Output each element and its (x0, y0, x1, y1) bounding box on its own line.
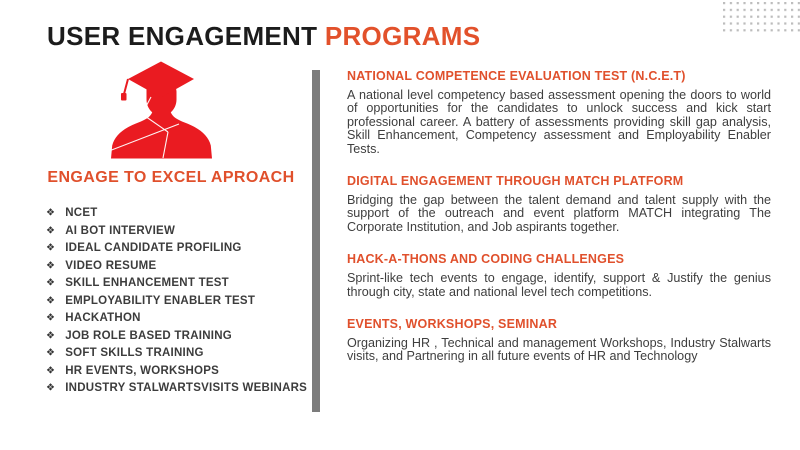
section-events (347, 317, 771, 364)
column-divider (312, 70, 320, 412)
dots-pattern-decoration (723, 2, 800, 35)
diamond-bullet-icon: ❖ (46, 242, 56, 254)
section-heading: DIGITAL ENGAGEMENT THROUGH MATCH PLATFORM (347, 174, 684, 189)
list-item-label: HR EVENTS, WORKSHOPS (65, 364, 220, 377)
section-ncet (347, 69, 771, 156)
diamond-bullet-icon: ❖ (46, 347, 56, 359)
list-item (46, 277, 307, 295)
list-item (46, 260, 307, 278)
list-item (46, 295, 307, 313)
diamond-bullet-icon: ❖ (46, 295, 56, 306)
list-item (46, 207, 307, 225)
diamond-bullet-icon: ❖ (46, 312, 56, 324)
list-item (46, 225, 307, 243)
list-item-label: AI BOT INTERVIEW (65, 224, 176, 237)
list-item (46, 365, 307, 383)
list-item (46, 330, 307, 348)
diamond-bullet-icon: ❖ (46, 260, 56, 271)
section-heading: NATIONAL COMPETENCE EVALUATION TEST (N.C.E.T) (347, 69, 686, 83)
list-item-label: IDEAL CANDIDATE PROFILING (65, 242, 242, 254)
list-item-label: NCET (65, 207, 98, 219)
list-item-label: SKILL ENHANCEMENT TEST (65, 277, 229, 289)
section-heading: HACK-A-THONS AND CODING CHALLENGES (347, 252, 625, 267)
list-item (46, 312, 307, 330)
title-main: USER ENGAGEMENT (47, 21, 318, 51)
diamond-bullet-icon: ❖ (46, 382, 56, 394)
section-body: Bridging the gap between the talent demand and talent supply with the support of the outreach and event platform MATCH integrating The Corporate Institution, and Job aspirants together. (347, 193, 771, 234)
engage-heading: ENGAGE TO EXCEL APROACH (47, 169, 295, 186)
list-item-label: EMPLOYABILITY ENABLER TEST (65, 294, 256, 307)
list-item-label: JOB ROLE BASED TRAINING (65, 329, 232, 342)
list-item-label: VIDEO RESUME (65, 259, 157, 272)
diamond-bullet-icon: ❖ (46, 277, 56, 289)
section-body: Sprint-like tech events to engage, identify, support & Justify the genius through city, state and national level tech competitions. (347, 271, 771, 299)
section-body: Organizing HR , Technical and management Workshops, Industry Stalwarts visits, and Partnering in all future events of HR and Technology (347, 336, 771, 364)
list-item (46, 382, 307, 400)
section-hackathons (347, 252, 771, 299)
section-heading: EVENTS, WORKSHOPS, SEMINAR (347, 317, 558, 332)
list-item-label: SOFT SKILLS TRAINING (65, 347, 204, 359)
page-title (47, 21, 480, 52)
right-column (347, 69, 771, 382)
section-body: A national level competency based assessment opening the doors to world of opportunities for the candidates to unlock success and kick start professional career. A battery of assessments providing skill gap analysis, Skill Enhancement, Competency assessment and Employability Enabler Tests. (347, 88, 771, 156)
title-accent: PROGRAMS (324, 21, 481, 51)
list-item (46, 242, 307, 260)
graduate-icon (105, 61, 218, 161)
list-item-label: HACKATHON (65, 312, 141, 324)
program-list (46, 207, 307, 400)
section-match-platform (347, 174, 771, 234)
diamond-bullet-icon: ❖ (46, 207, 56, 219)
list-item (46, 347, 307, 365)
diamond-bullet-icon: ❖ (46, 330, 56, 341)
diamond-bullet-icon: ❖ (46, 365, 56, 376)
diamond-bullet-icon: ❖ (46, 225, 56, 236)
list-item-label: INDUSTRY STALWARTSVISITS WEBINARS (65, 382, 308, 394)
